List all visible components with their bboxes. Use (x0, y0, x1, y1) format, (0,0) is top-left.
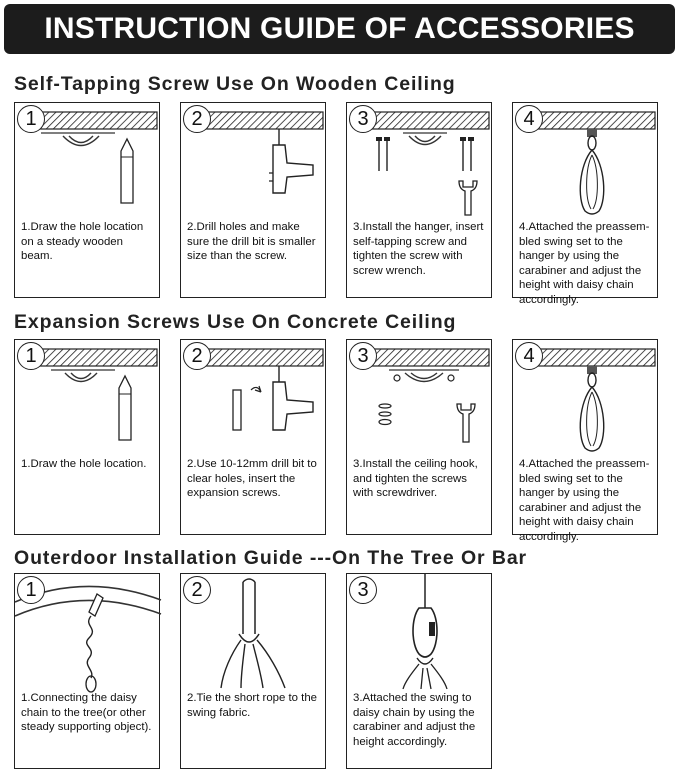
step-description: 1.Draw the hole location. (21, 458, 147, 470)
step-number-badge: 1 (17, 576, 45, 604)
step-card-outdoor-2 (180, 573, 326, 769)
step-number-badge: 3 (349, 342, 377, 370)
step-card-wood-1 (14, 102, 160, 298)
step-card-outdoor-1 (14, 573, 160, 769)
section-title-wooden-ceiling: Self-Tapping Screw Use On Wooden Ceiling (14, 73, 456, 95)
section-title-outdoor-tree: Outerdoor Installation Guide ---On The Tree Or Bar (14, 547, 528, 569)
step-description: 4.Attached the preassem-bled swing set to the hanger by using the carabiner and adjust the height with daisy chain accordingly. (519, 221, 650, 306)
step-card-outdoor-3 (346, 573, 492, 769)
step-number-badge: 1 (17, 105, 45, 133)
step-number-badge: 2 (183, 342, 211, 370)
step-card-concrete-2 (180, 339, 326, 535)
step-card-wood-3 (346, 102, 492, 298)
section-title-concrete-ceiling: Expansion Screws Use On Concrete Ceiling (14, 311, 457, 333)
step-number-badge: 1 (17, 342, 45, 370)
step-description: 1.Connecting the daisy chain to the tree(or other steady supporting object). (21, 692, 152, 734)
step-description: 1.Draw the hole location on a steady wooden beam. (21, 221, 144, 263)
step-card-wood-2 (180, 102, 326, 298)
step-description: 2.Use 10-12mm drill bit to clear holes, insert the expansion screws. (187, 458, 317, 500)
step-description: 4.Attached the preassem-bled swing set to the hanger by using the carabiner and adjust the height with daisy chain accordingly. (519, 458, 650, 543)
step-number-badge: 3 (349, 105, 377, 133)
step-number-badge: 2 (183, 105, 211, 133)
step-number-badge: 4 (515, 342, 543, 370)
guide-banner: INSTRUCTION GUIDE OF ACCESSORIES (4, 4, 675, 54)
step-card-concrete-3 (346, 339, 492, 535)
step-card-concrete-1 (14, 339, 160, 535)
step-description: 3.Install the ceiling hook, and tighten the screws with screwdriver. (353, 458, 478, 500)
step-number-badge: 2 (183, 576, 211, 604)
step-number-badge: 4 (515, 105, 543, 133)
step-description: 3.Install the hanger, insert self-tapping screw and tighten the screw with screw wrench. (353, 221, 484, 277)
step-description: 2.Tie the short rope to the swing fabric. (187, 692, 318, 719)
step-description: 2.Drill holes and make sure the drill bit is smaller size than the screw. (187, 221, 316, 263)
step-number-badge: 3 (349, 576, 377, 604)
step-description: 3.Attached the swing to daisy chain by using the carabiner and adjust the height accordingly. (353, 692, 476, 748)
step-card-wood-4 (512, 102, 658, 306)
step-card-concrete-4 (512, 339, 658, 543)
